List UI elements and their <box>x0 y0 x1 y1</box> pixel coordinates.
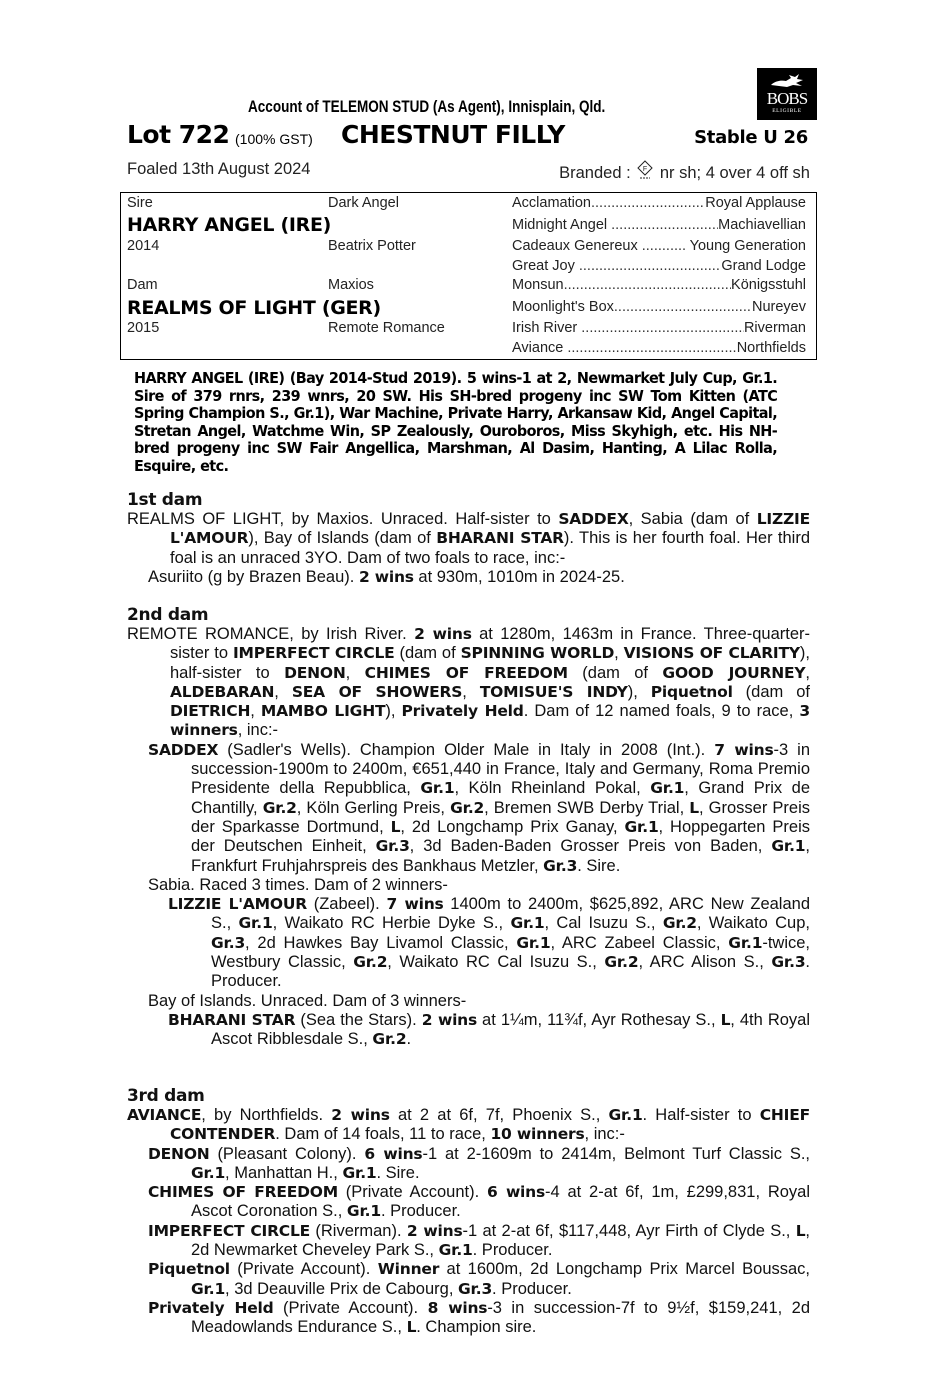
bold-text: 2 wins <box>331 1106 390 1124</box>
logo-bobs-text: BOBS <box>766 89 808 108</box>
dam-sire: Maxios <box>328 277 374 293</box>
text: . Producer. <box>492 1279 572 1298</box>
text: , Grosser Preis der Sparkasse Dortmund, <box>191 798 810 836</box>
third-gen-right: Machiavellian <box>718 217 806 233</box>
third-gen-left: Irish River <box>512 320 578 336</box>
dam-year: 2015 <box>127 320 160 336</box>
text: at 1280m, 1463m in France. Three-quarter-sister to <box>170 625 811 663</box>
family-entry <box>127 895 810 991</box>
text: , 3d Deauville Prix de Cabourg, <box>225 1279 458 1298</box>
bold-text: Gr.1 <box>346 1202 381 1221</box>
text: , 4th Royal Ascot Ribblesdale S., <box>211 1010 810 1049</box>
text: , 3d Baden-Baden Grosser Preis von Baden, <box>409 837 772 856</box>
bold-text: Gr.1 <box>420 779 455 798</box>
family-entry <box>127 876 810 895</box>
bold-text: Gr.3 <box>375 837 410 856</box>
text: , Grand Prix de Chantilly, <box>191 779 810 817</box>
family-entry <box>127 1145 810 1184</box>
bold-text: SADDEX <box>558 510 629 528</box>
bold-text: TOMISUE'S INDY <box>479 682 628 701</box>
bold-text: L <box>406 1318 417 1337</box>
text: -1 at 2-at 6f, $117,448, Ayr Firth of Clyde S., <box>462 1221 796 1240</box>
pedigree-table <box>120 192 817 360</box>
third-gen-right: Northfields <box>736 340 806 356</box>
sire-summary: HARRY ANGEL (IRE) (Bay 2014-Stud 2019). 5 wins-1 at 2, Newmarket July Cup, Gr.1. Sire of 379 rnrs, 239 wnrs, 20 SW. His SH-bred progeny inc SW Tom Kitten (ATC Spring Champion S., Gr.1), War Machine, Private Harry, Arkansaw Kid, Angel Capital, Stretan Angel, Watchme Win, SP Zealously, Ouroboros, Miss Skyhigh, etc. His NH-bred progeny inc SW Fair Angellica, Marshman, Al Dasim, Hanting, A Lilac Rolla, Esquire, etc. <box>134 369 778 475</box>
text: . Dam of 12 named foals, 9 to race, <box>523 702 800 721</box>
text: , <box>250 702 261 721</box>
text: (Sea the Stars). <box>295 1010 422 1029</box>
text: ). This is her fourth foal. Her third foal is an unraced 3YO. Dam of two foals to race, inc:- <box>170 529 810 567</box>
stable-number: Stable U 26 <box>694 127 808 148</box>
family-entry <box>127 625 810 741</box>
bold-text: Gr.2 <box>262 798 297 817</box>
text: . Dam of 14 foals, 11 to race, <box>275 1125 491 1144</box>
third-gen-row <box>512 195 806 211</box>
bold-text: 7 wins <box>714 740 774 759</box>
bold-text: Gr.1 <box>624 817 659 836</box>
text: at 1600m, 2d Longchamp Prix Marcel Boussac, <box>439 1260 811 1279</box>
text: . Sire. <box>577 856 621 875</box>
sire-label: Sire <box>127 195 153 211</box>
vendor-account: Account of TELEMON STUD (As Agent), Innisplain, Qld. <box>248 98 606 116</box>
bold-text: 3 winners <box>170 702 810 740</box>
bold-text: Gr.1 <box>650 779 685 798</box>
text: , <box>462 682 480 701</box>
bold-text: Gr.1 <box>191 1279 226 1298</box>
bold-text: CHIMES OF FREEDOM <box>148 1183 338 1202</box>
family-entry <box>127 1011 810 1050</box>
text: , Waikato RC Herbie Dyke S., <box>272 914 511 933</box>
bold-text: Gr.3 <box>771 953 806 972</box>
text: , Frankfurt Fruhjahrspreis des Bankhaus Metzler, <box>191 837 810 875</box>
text: . Producer. <box>211 953 810 991</box>
text: (Private Account). <box>338 1183 487 1202</box>
third-gen-left: Great Joy <box>512 258 575 274</box>
third-gen-right: Royal Applause <box>705 195 806 211</box>
bold-text: DENON <box>148 1144 210 1163</box>
family-entry <box>127 1299 810 1338</box>
third-dam-heading: 3rd dam <box>127 1086 205 1106</box>
text: (Private Account). <box>273 1298 428 1317</box>
text: -3 in succession-7f to 9½f, $159,241, 2d Meadowlands Endurance S., <box>191 1298 811 1337</box>
text: Bay of Islands. Unraced. Dam of 3 winners- <box>148 991 467 1010</box>
bold-text: 2 wins <box>406 1221 463 1240</box>
bold-text: Gr.1 <box>510 914 545 933</box>
text: . Half-sister to <box>642 1106 760 1124</box>
text: (Private Account). <box>229 1260 378 1279</box>
family-entry <box>127 741 810 876</box>
third-dam-section <box>127 1086 810 1338</box>
bold-text: ALDEBARAN <box>170 682 275 701</box>
bold-text: Gr.1 <box>516 933 551 952</box>
bold-text: L <box>795 1221 806 1240</box>
text: REMOTE ROMANCE, by Irish River. <box>127 625 415 643</box>
family-entry <box>127 1222 810 1261</box>
bold-text: BHARANI STAR <box>168 1010 296 1029</box>
family-entry <box>127 510 810 568</box>
third-gen-right: Grand Lodge <box>721 258 806 274</box>
lot-header <box>127 120 810 152</box>
bold-text: BHARANI STAR <box>436 529 564 548</box>
bold-text: Gr.1 <box>728 933 763 952</box>
family-entry <box>127 1183 810 1222</box>
text: , <box>805 663 811 682</box>
sex-color: CHESTNUT FILLY <box>341 120 565 149</box>
third-gen-right: Riverman <box>743 320 806 336</box>
bold-text: MAMBO LIGHT <box>260 702 386 721</box>
bold-text: Gr.1 <box>771 837 806 856</box>
third-gen-right: Nureyev <box>752 299 806 315</box>
branded-label: Branded : <box>559 164 631 182</box>
text: . Producer. <box>380 1202 461 1221</box>
text: , ARC Zabeel Classic, <box>550 933 729 952</box>
text: , <box>274 682 292 701</box>
text: at 930m, 1010m in 2024-25. <box>413 567 625 586</box>
first-dam-section <box>127 490 810 587</box>
branded-value: nr sh; 4 over 4 off sh <box>659 164 810 182</box>
branded-info <box>559 160 810 183</box>
first-dam-heading: 1st dam <box>127 490 203 510</box>
bold-text: Gr.3 <box>543 856 578 875</box>
dam-dam: Remote Romance <box>328 320 445 336</box>
first-dam-entries <box>127 510 810 587</box>
bold-text: SEA OF SHOWERS <box>291 682 463 701</box>
bold-text: Gr.3 <box>211 933 246 952</box>
third-dam-entries <box>127 1106 810 1338</box>
bold-text: IMPERFECT CIRCLE <box>148 1221 311 1240</box>
text: , Waikato RC Cal Isuzu S., <box>387 953 605 972</box>
text: , <box>345 663 365 682</box>
third-gen-right: Königsstuhl <box>731 277 806 293</box>
bold-text: 2 wins <box>358 567 414 586</box>
bold-text: GOOD JOURNEY <box>662 663 806 682</box>
bold-text: L <box>689 798 699 817</box>
text: . <box>406 1030 412 1049</box>
text: Sabia. Raced 3 times. Dam of 2 winners- <box>148 875 448 894</box>
text: , <box>614 644 624 663</box>
bold-text: SPINNING WORLD <box>460 644 615 663</box>
text: , Manhattan H., <box>225 1163 343 1182</box>
bold-text: LIZZIE L'AMOUR <box>168 895 307 914</box>
bold-text: VISIONS OF CLARITY <box>623 644 800 663</box>
bold-text: L <box>390 817 401 836</box>
bold-text: L <box>720 1010 731 1029</box>
text: ), <box>627 682 651 701</box>
logo-eligible-text: ELIGIBLE <box>772 108 802 114</box>
bold-text: Winner <box>377 1260 440 1279</box>
bold-text: 2 wins <box>421 1010 478 1029</box>
bold-text: Gr.2 <box>353 953 388 972</box>
text: , 2d Longchamp Prix Ganay, <box>400 817 625 836</box>
text: REALMS OF LIGHT, by Maxios. Unraced. Half-sister to <box>127 510 559 528</box>
text: , 2d Newmarket Cheveley Park S., <box>191 1221 810 1260</box>
sire-name: HARRY ANGEL (IRE) <box>127 214 332 236</box>
third-gen-left: Cadeaux Genereux <box>512 238 638 254</box>
text: -1 at 2-1609m to 2414m, Belmont Turf Classic S., <box>422 1144 811 1163</box>
bobs-eligible-logo <box>757 68 817 120</box>
text: , Cal Isuzu S., <box>544 914 663 933</box>
bold-text: AVIANCE <box>127 1106 202 1124</box>
text: , inc:- <box>584 1125 625 1144</box>
diamond-f-brand-icon <box>636 160 654 180</box>
text: . Champion sire. <box>416 1318 537 1337</box>
bold-text: Gr.1 <box>608 1106 643 1124</box>
text: (dam of <box>732 682 811 701</box>
bold-text: DIETRICH <box>170 702 251 721</box>
bold-text: Gr.1 <box>191 1163 226 1182</box>
bold-text: Privately Held <box>148 1298 274 1317</box>
third-gen-left: Monsun <box>512 277 564 293</box>
text: at 1¼m, 11¾f, Ayr Rothesay S., <box>477 1010 721 1029</box>
text: . Producer. <box>472 1241 553 1260</box>
dam-label: Dam <box>127 277 158 293</box>
text: ), <box>385 702 402 721</box>
text: ), Bay of Islands (dam of <box>248 529 437 548</box>
text: (dam of <box>567 663 663 682</box>
second-dam-entries <box>127 625 810 1050</box>
text: , inc:- <box>237 721 279 740</box>
bold-text: LIZZIE L'AMOUR <box>170 510 810 548</box>
text: (Pleasant Colony). <box>209 1144 365 1163</box>
text: , Köln Gerling Preis, <box>296 798 451 817</box>
text: , Bremen SWB Derby Trial, <box>484 798 690 817</box>
bold-text: Gr.3 <box>458 1279 493 1298</box>
third-gen-row <box>512 258 806 274</box>
third-gen-row <box>512 320 806 336</box>
sire-dam: Beatrix Potter <box>328 238 416 254</box>
bold-text: Gr.1 <box>438 1241 473 1260</box>
sire-year: 2014 <box>127 238 160 254</box>
text: at 2 at 6f, 7f, Phoenix S., <box>389 1106 609 1124</box>
bold-text: Gr.1 <box>342 1163 377 1182</box>
bold-text: SADDEX <box>148 740 219 759</box>
text: ), half-sister to <box>170 644 810 682</box>
sire-sire: Dark Angel <box>328 195 399 211</box>
bold-text: 6 wins <box>486 1183 546 1202</box>
foaled-date: Foaled 13th August 2024 <box>127 160 311 178</box>
third-gen-row <box>512 238 806 254</box>
text: (Zabeel). <box>306 895 387 914</box>
third-gen-row <box>512 299 806 315</box>
bold-text: 10 winners <box>490 1125 585 1144</box>
bold-text: IMPERFECT CIRCLE <box>232 644 395 663</box>
gst-note: (100% GST) <box>235 131 313 147</box>
bold-text: Piquetnol <box>650 682 733 701</box>
third-gen-left: Acclamation <box>512 195 591 211</box>
bold-text: CHIMES OF FREEDOM <box>364 663 568 682</box>
bold-text: Gr.2 <box>604 953 639 972</box>
third-gen-left: Aviance <box>512 340 564 356</box>
bold-text: Gr.2 <box>450 798 485 817</box>
text: -3 in succession-1900m to 2400m, €651,440 in France, Italy and Germany, Roma Premio Presidente della Repubblica, <box>191 740 810 798</box>
bold-text: Gr.1 <box>238 914 273 933</box>
bold-text: 7 wins <box>386 895 444 914</box>
text: , ARC Alison S., <box>638 953 772 972</box>
family-entry <box>127 568 810 587</box>
third-gen-row <box>512 217 806 233</box>
svg-text:F: F <box>643 166 648 173</box>
family-entry <box>127 1106 810 1145</box>
lot-number: Lot 722 <box>127 120 230 149</box>
text: , Köln Rheinland Pokal, <box>454 779 651 798</box>
text: -twice, Westbury Classic, <box>211 933 810 972</box>
text: . Sire. <box>376 1163 420 1182</box>
dam-name: REALMS OF LIGHT (GER) <box>127 297 381 319</box>
second-dam-heading: 2nd dam <box>127 605 209 625</box>
text: (Sadler's Wells). Champion Older Male in Italy in 2008 (Int.). <box>218 740 715 759</box>
text: 1400m to 2400m, $625,892, ARC New Zealand S., <box>211 895 810 933</box>
text: , Sabia (dam of <box>628 510 757 528</box>
text: Asuriito (g by Brazen Beau). <box>148 567 359 586</box>
family-entry <box>127 992 810 1011</box>
bold-text: Gr.2 <box>372 1030 407 1049</box>
text: , by Northfields. <box>201 1106 332 1124</box>
third-gen-row <box>512 340 806 356</box>
bold-text: CHIEF CONTENDER <box>170 1106 811 1144</box>
text: (Riverman). <box>310 1221 407 1240</box>
third-gen-left: Moonlight's Box <box>512 299 614 315</box>
text: , 2d Hawkes Bay Livamol Classic, <box>245 933 517 952</box>
bold-text: Piquetnol <box>148 1260 230 1279</box>
third-gen-right: Young Generation <box>689 238 806 254</box>
text: , Hoppegarten Preis der Deutschen Einheit, <box>191 817 810 856</box>
second-dam-section <box>127 605 810 1050</box>
bold-text: 8 wins <box>427 1298 488 1317</box>
bold-text: 2 wins <box>414 625 472 643</box>
third-gen-row <box>512 277 806 293</box>
third-gen-left: Midnight Angel <box>512 217 608 233</box>
bold-text: DENON <box>284 663 346 682</box>
family-entry <box>127 1260 810 1299</box>
text: , Waikato Cup, <box>696 914 810 933</box>
bold-text: 6 wins <box>364 1144 423 1163</box>
bold-text: Privately Held <box>401 702 524 721</box>
bold-text: Gr.2 <box>662 914 697 933</box>
text: -4 at 2-at 6f, 1m, £299,831, Royal Ascot Coronation S., <box>191 1183 811 1221</box>
text: (dam of <box>394 644 461 663</box>
